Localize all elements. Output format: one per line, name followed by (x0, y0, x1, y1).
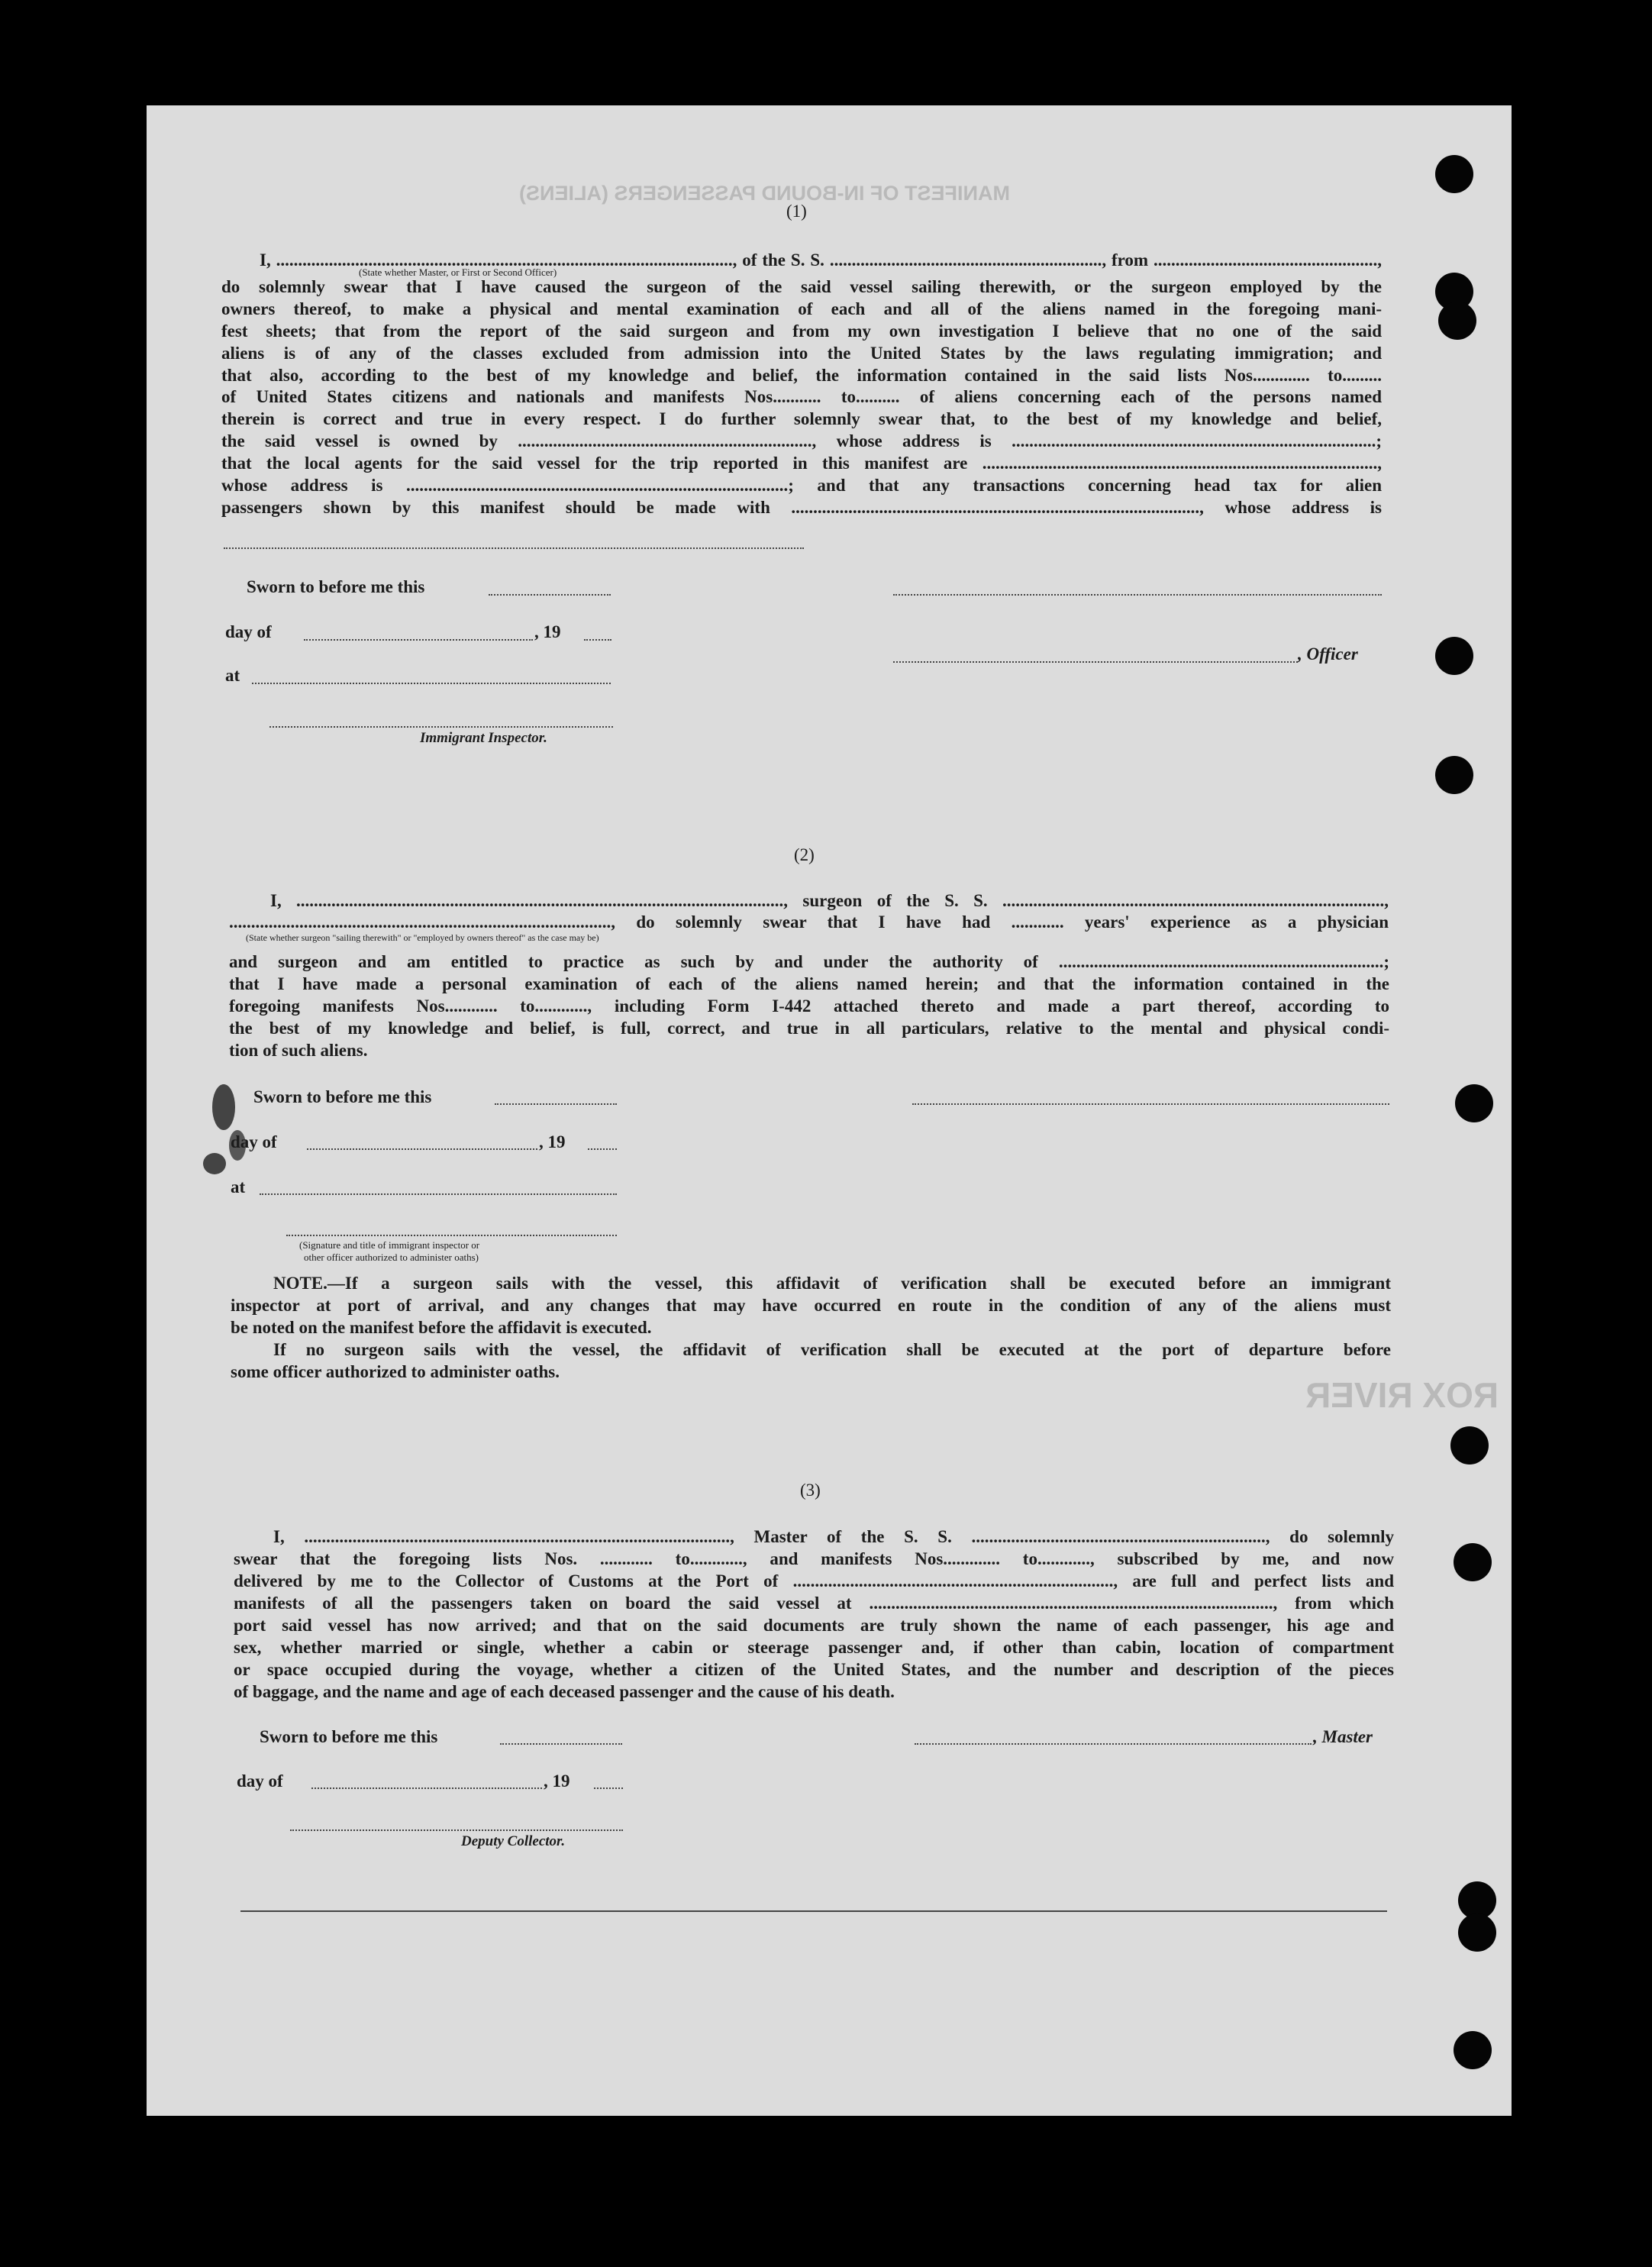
text-line: of baggage, and the name and age of each deceased passenger and the cause of his death. (234, 1682, 895, 1701)
note-line: some officer authorized to administer oaths. (231, 1362, 560, 1381)
caption: other officer authorized to administer oaths) (304, 1251, 479, 1263)
text-line: do solemnly swear that I have caused the surgeon of the said vessel sailing therewith, or the surgeon employed by the (221, 276, 1382, 296)
note-line: If no surgeon sails with the vessel, the affidavit of verification shall be executed at the port of departure before (273, 1340, 1391, 1359)
note-line: be noted on the manifest before the affidavit is executed. (231, 1318, 652, 1337)
section-number: (3) (800, 1481, 821, 1500)
text-line: aliens is of any of the classes excluded from admission into the United States by the laws regulating immigration; and (221, 343, 1382, 363)
text-line: I, ..............................................................................................................., surgeon of the S. S. ......................................................................................., (270, 891, 1389, 910)
blank-line (588, 1148, 617, 1150)
binder-hole (1435, 637, 1473, 675)
binder-hole (1438, 302, 1476, 340)
sworn-label: Sworn to before me this (260, 1727, 438, 1746)
binder-hole (1435, 756, 1473, 794)
note-line: inspector at port of arrival, and any changes that may have occurred en route in the condition of any of the aliens must (231, 1296, 1391, 1315)
signature-line (893, 594, 1382, 596)
signature-line (893, 661, 1298, 663)
blank-line (495, 1103, 617, 1105)
binder-hole (1454, 1543, 1492, 1581)
day-of-label: day of (225, 622, 272, 641)
at-label: at (231, 1177, 246, 1196)
deputy-collector-label: Deputy Collector. (461, 1833, 566, 1849)
text-line: manifests of all the passengers taken on board the said vessel at ............................................................................................, from which (234, 1594, 1394, 1613)
text-line: therein is correct and true in every respect. I do further solemnly swear that, to the best of my knowledge and belief, (221, 409, 1382, 429)
section-number: (1) (786, 202, 807, 221)
year-label: , 19 (544, 1771, 570, 1791)
text-line: the said vessel is owned by ..................................................................., whose address is ...................................................................................; (221, 431, 1382, 451)
text-line: of United States citizens and nationals and manifests Nos........... to.......... of aliens concerning each of the persons named (221, 387, 1382, 407)
text-line: the best of my knowledge and belief, is full, correct, and true in all particulars, relative to the mental and physical condi- (229, 1018, 1389, 1038)
blank-line (304, 639, 533, 641)
text-line: I, ........................................................................................................, of the S. S. .............................................................., from ..................................................., (260, 250, 1382, 270)
text-line: I, ................................................................................................., Master of the S. S. ..................................................................., do solemnly (273, 1527, 1394, 1546)
blank-line (311, 1787, 542, 1789)
text-line: swear that the foregoing lists Nos. ............ to............, and manifests Nos............. to............, subscribed by me, and now (234, 1549, 1394, 1568)
at-label: at (225, 666, 240, 685)
blank-line (224, 547, 804, 549)
blank-line (584, 639, 611, 641)
caption: (Signature and title of immigrant inspector or (299, 1239, 480, 1251)
blank-line (489, 594, 611, 596)
officer-label: , Officer (1298, 644, 1358, 664)
signature-line (915, 1743, 1312, 1745)
text-line: whose address is .......................................................................................; and that any transactions concerning head tax for alien (221, 476, 1382, 496)
blank-line (594, 1787, 623, 1789)
section2-body (229, 951, 1389, 1062)
section3-body (234, 1526, 1394, 1703)
year-label: , 19 (534, 622, 561, 641)
bottom-rule (240, 1910, 1387, 1912)
text-line: or space occupied during the voyage, whether a citizen of the United States, and the number and description of the pieces (234, 1660, 1394, 1679)
text-line: tion of such aliens. (229, 1040, 368, 1060)
text-line: delivered by me to the Collector of Customs at the Port of ........................................................................., are full and perfect lists and (234, 1571, 1394, 1590)
section1-body (221, 250, 1382, 519)
binder-hole (1450, 1426, 1489, 1465)
day-of-label: day of (237, 1771, 283, 1791)
verification-note (231, 1272, 1391, 1383)
ink-smudge (203, 1153, 226, 1174)
signature-line (269, 726, 613, 728)
text-line: passengers shown by this manifest should be made with ............................................................................................., whose address is (221, 497, 1382, 517)
blank-line (500, 1743, 622, 1745)
blank-line (252, 683, 611, 684)
text-line: that I have made a personal examination of each of the aliens named herein; and that the information contained in the (229, 974, 1389, 993)
signature-line (286, 1235, 617, 1236)
master-label: , Master (1313, 1727, 1373, 1746)
day-of-label: day of (231, 1132, 277, 1151)
binder-hole (1454, 2031, 1492, 2069)
sworn-label: Sworn to before me this (253, 1087, 432, 1106)
text-line: ......................................................................................., do solemnly swear that I have had ............ years' experience as a physician (229, 912, 1389, 932)
signature-line (290, 1829, 623, 1831)
signature-line (912, 1103, 1389, 1105)
binder-hole (1455, 1084, 1493, 1122)
note-line: NOTE.—If a surgeon sails with the vessel, this affidavit of verification shall be executed before an immigrant (273, 1274, 1391, 1293)
binder-hole (1435, 155, 1473, 193)
blank-line (260, 1193, 617, 1195)
text-line: that the local agents for the said vessel for the trip reported in this manifest are .........................................................................................., (221, 454, 1382, 473)
caption: (State whether surgeon "sailing therewith" or "employed by owners thereof" as the case may be) (246, 932, 599, 943)
blank-line (307, 1148, 537, 1150)
inspector-label: Immigrant Inspector. (420, 730, 547, 746)
text-line: and surgeon and am entitled to practice as such by and under the authority of ..........................................................................; (229, 952, 1389, 971)
text-line: sex, whether married or single, whether a cabin or steerage passenger and, if other than cabin, location of compartment (234, 1638, 1394, 1657)
text-line: port said vessel has now arrived; and that on the said documents are truly shown the name of each passenger, his age and (234, 1616, 1394, 1635)
bleed-through-text: ROX RIVER (1305, 1375, 1499, 1415)
caption: (State whether Master, or First or Second Officer) (359, 266, 557, 278)
binder-hole (1458, 1913, 1496, 1952)
text-line: fest sheets; that from the report of the said surgeon and from my own investigation I believe that no one of the said (221, 321, 1382, 341)
ink-smudge (212, 1084, 235, 1130)
text-line: that also, according to the best of my knowledge and belief, the information contained in the said lists Nos............. to......... (221, 365, 1382, 385)
year-label: , 19 (539, 1132, 566, 1151)
text-line: owners thereof, to make a physical and mental examination of each and all of the aliens named in the foregoing mani- (221, 299, 1382, 318)
bleed-through-text: MANIFEST OF IN-BOUND PASSENGERS (ALIENS) (519, 182, 1011, 205)
text-line: foregoing manifests Nos............ to............, including Form I-442 attached thereto and made a part thereof, according to (229, 996, 1389, 1016)
sworn-label: Sworn to before me this (247, 577, 425, 596)
section-number: (2) (794, 845, 815, 864)
